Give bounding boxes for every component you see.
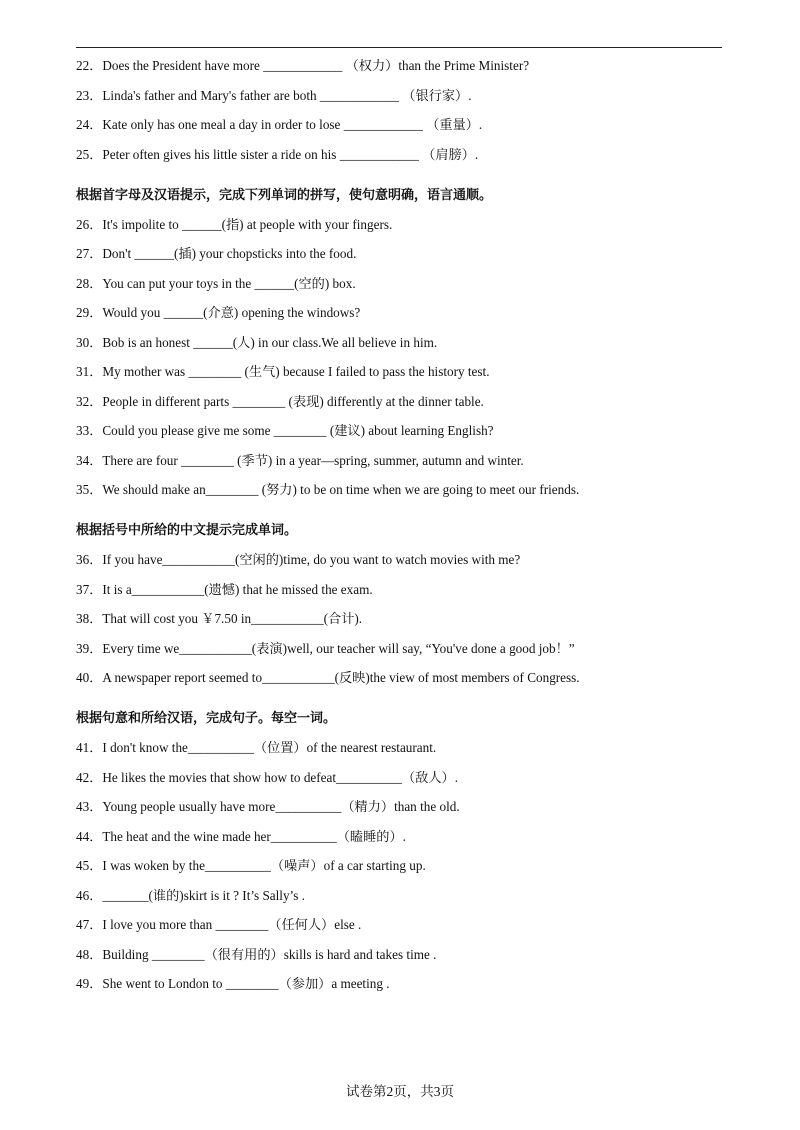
question-item: [76, 582, 726, 598]
question-number: 22．: [76, 58, 103, 73]
question-number: 25．: [76, 146, 103, 162]
question-text: Building ________（很有用的）skills is hard and takes time .: [102, 946, 437, 962]
page-footer: 试卷第2页，共3页: [346, 1084, 454, 1099]
question-number: 43．: [76, 799, 103, 814]
question-number: 39．: [76, 640, 103, 656]
question-text: I love you more than ________（任何人）else .: [102, 917, 362, 932]
question-item: [76, 770, 726, 786]
question-item: [76, 641, 726, 657]
question-item: [76, 276, 726, 292]
question-text: Kate only has one meal a day in order to lose ____________ （重量）.: [102, 117, 483, 132]
question-item: [76, 552, 726, 568]
question-text: You can put your toys in the ______(空的) box.: [102, 275, 356, 291]
question-text: Would you ______(介意) opening the windows?: [102, 305, 361, 320]
question-number: 46．: [76, 887, 103, 903]
question-number: 23．: [76, 87, 103, 103]
section-title: 根据括号中所给的中文提示完成单词。: [76, 523, 298, 538]
question-text: Peter often gives his little sister a ride on his ____________ （肩膀）.: [102, 146, 479, 162]
question-item: [76, 147, 726, 163]
question-text: I don't know the__________（位置）of the nearest restaurant.: [102, 740, 437, 755]
question-number: 26．: [76, 216, 103, 232]
question-text: The heat and the wine made her__________（瞌睡的）.: [102, 828, 406, 844]
question-text: If you have___________(空闲的)time, do you want to watch movies with me?: [102, 552, 521, 567]
question-item: [76, 611, 726, 627]
question-number: 37．: [76, 581, 103, 597]
question-item: [76, 670, 726, 686]
question-item: [76, 423, 726, 439]
worksheet-content: [76, 58, 726, 992]
question-item: [76, 58, 726, 74]
question-text: That will cost you ￥7.50 in___________(合计).: [102, 611, 363, 626]
question-text: Linda's father and Mary's father are both ____________ （银行家）.: [102, 87, 472, 103]
question-number: 31．: [76, 364, 103, 379]
question-number: 41．: [76, 740, 103, 755]
question-text: We should make an________ (努力) to be on time when we are going to meet our friends.: [102, 482, 580, 497]
question-item: [76, 335, 726, 351]
question-item: [76, 305, 726, 321]
question-item: [76, 246, 726, 262]
question-text: Could you please give me some ________ (建议) about learning English?: [102, 423, 494, 438]
question-number: 45．: [76, 858, 103, 873]
question-number: 27．: [76, 246, 103, 261]
question-item: [76, 976, 726, 992]
question-text: It is a___________(遗憾) that he missed the exam.: [102, 581, 373, 597]
question-number: 29．: [76, 305, 103, 320]
question-item: [76, 88, 726, 104]
question-text: There are four ________ (季节) in a year—spring, summer, autumn and winter.: [102, 452, 524, 468]
question-number: 40．: [76, 670, 103, 685]
question-number: 44．: [76, 828, 103, 844]
question-item: [76, 364, 726, 380]
question-number: 33．: [76, 423, 103, 438]
question-text: People in different parts ________ (表现) differently at the dinner table.: [102, 393, 484, 409]
question-number: 49．: [76, 976, 103, 991]
question-number: 24．: [76, 117, 103, 132]
question-item: [76, 947, 726, 963]
question-number: 42．: [76, 769, 103, 785]
question-number: 30．: [76, 334, 103, 350]
question-text: Young people usually have more__________（精力）than the old.: [102, 799, 460, 814]
question-number: 47．: [76, 917, 103, 932]
question-item: [76, 888, 726, 904]
question-number: 35．: [76, 482, 103, 497]
question-item: [76, 799, 726, 815]
question-item: [76, 858, 726, 874]
question-number: 36．: [76, 552, 103, 567]
question-item: [76, 740, 726, 756]
question-number: 48．: [76, 946, 103, 962]
question-item: [76, 482, 726, 498]
question-text: _______(谁的)skirt is it ? It’s Sally’s .: [102, 887, 305, 903]
question-item: [76, 394, 726, 410]
section-title: 根据首字母及汉语提示，完成下列单词的拼写，使句意明确，语言通顺。: [76, 187, 493, 203]
question-text: He likes the movies that show how to defeat__________（敌人）.: [102, 769, 459, 785]
question-item: [76, 829, 726, 845]
question-text: Does the President have more ____________ （权力）than the Prime Minister?: [102, 58, 530, 73]
question-text: It's impolite to ______(指) at people with your fingers.: [102, 216, 393, 232]
question-number: 28．: [76, 275, 103, 291]
question-item: [76, 453, 726, 469]
question-text: I was woken by the__________（噪声）of a car starting up.: [102, 858, 426, 873]
question-item: [76, 117, 726, 133]
question-text: Don't ______(插) your chopsticks into the food.: [102, 246, 357, 261]
question-text: A newspaper report seemed to___________(反映)the view of most members of Congress.: [102, 670, 580, 685]
question-number: 38．: [76, 611, 103, 626]
question-text: Bob is an honest ______(人) in our class.We all believe in him.: [102, 334, 438, 350]
question-number: 32．: [76, 393, 103, 409]
question-item: [76, 917, 726, 933]
question-number: 34．: [76, 452, 103, 468]
question-text: Every time we___________(表演)well, our teacher will say, “You've done a good job！”: [102, 640, 575, 656]
question-text: My mother was ________ (生气) because I failed to pass the history test.: [102, 364, 490, 379]
header-rule: [76, 47, 722, 48]
section-title: 根据句意和所给汉语，完成句子。每空一词。: [76, 711, 337, 726]
question-text: She went to London to ________（参加）a meeting .: [102, 976, 390, 991]
question-item: [76, 217, 726, 233]
